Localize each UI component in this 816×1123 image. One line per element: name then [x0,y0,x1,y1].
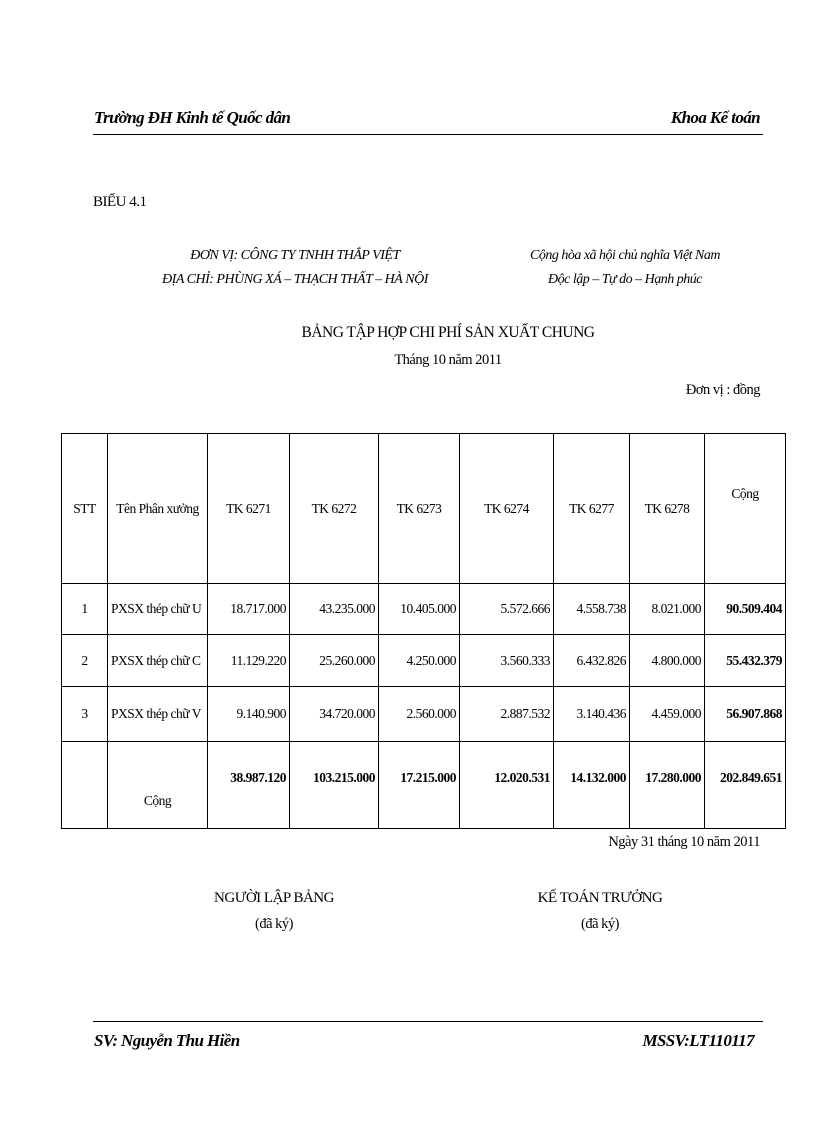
student-id: MSSV:LT110117 [642,1031,754,1050]
row-value: 2.560.000 [379,687,460,742]
row-workshop-name: PXSX thép chữ V [108,687,208,742]
total-value: 12.020.531 [460,742,554,829]
row-value: 34.720.000 [290,687,379,742]
row-stt: 3 [62,687,108,742]
row-value: 8.021.000 [630,584,705,635]
school-name: Trường ĐH Kinh tế Quốc dân [94,108,291,127]
document-label: BIỂU 4.1 [93,194,147,210]
column-header: STT [62,434,108,584]
row-value: 5.572.666 [460,584,554,635]
column-header: TK 6278 [630,434,705,584]
total-value: 17.215.000 [379,742,460,829]
column-header: TK 6272 [290,434,379,584]
currency-unit: Đơn vị : đồng [685,382,760,398]
signing-date: Ngày 31 tháng 10 năm 2011 [608,834,760,850]
report-title: BẢNG TẬP HỢP CHI PHÍ SẢN XUẤT CHUNG [301,324,595,341]
column-header: TK 6274 [460,434,554,584]
row-value: 4.250.000 [379,635,460,687]
table-row [62,635,786,687]
total-value: 14.132.000 [554,742,630,829]
unit-name: ĐƠN VỊ: CÔNG TY TNHH THẮP VIỆT [190,248,400,263]
row-value: 10.405.000 [379,584,460,635]
row-workshop-name: PXSX thép chữ C [108,635,208,687]
column-header: Cộng [705,434,786,584]
column-header: Tên Phân xưởng [108,434,208,584]
row-value: 18.717.000 [208,584,290,635]
row-value: 2.887.532 [460,687,554,742]
row-value: 4.558.738 [554,584,630,635]
row-value: 43.235.000 [290,584,379,635]
column-header: TK 6271 [208,434,290,584]
grand-total: 202.849.651 [705,742,786,829]
student-name: SV: Nguyễn Thu Hiền [94,1031,240,1050]
table-row [62,687,786,742]
row-total: 55.432.379 [705,635,786,687]
chief-accountant-title: KẾ TOÁN TRƯỞNG [537,890,663,906]
chief-accountant-signed-note: (đã ký) [581,916,619,932]
cost-table [61,433,786,829]
row-workshop-name: PXSX thép chữ U [108,584,208,635]
header-rule [93,134,763,135]
table-row [62,584,786,635]
row-value: 3.140.436 [554,687,630,742]
total-value: 38.987.120 [208,742,290,829]
country-name: Cộng hòa xã hội chủ nghĩa Việt Nam [530,248,720,263]
table-total-row [62,742,786,829]
row-value: 4.459.000 [630,687,705,742]
column-header: TK 6277 [554,434,630,584]
department-name: Khoa Kế toán [670,108,760,127]
row-value: 3.560.333 [460,635,554,687]
preparer-title: NGƯỜI LẬP BẢNG [214,890,334,906]
row-value: 25.260.000 [290,635,379,687]
row-value: 6.432.826 [554,635,630,687]
total-stt-empty [62,742,108,829]
table-header-row [62,434,786,584]
footer-rule [93,1021,763,1022]
total-label: Cộng [108,742,208,829]
row-total: 56.907.868 [705,687,786,742]
row-value: 11.129.220 [208,635,290,687]
row-stt: 2 [62,635,108,687]
row-value: 4.800.000 [630,635,705,687]
total-value: 103.215.000 [290,742,379,829]
row-stt: 1 [62,584,108,635]
national-motto: Độc lập – Tự do – Hạnh phúc [548,272,702,287]
row-total: 90.509.404 [705,584,786,635]
row-value: 9.140.900 [208,687,290,742]
unit-address: ĐỊA CHỈ: PHÙNG XÁ – THẠCH THẤT – HÀ NỘI [162,272,428,287]
preparer-signed-note: (đã ký) [255,916,293,932]
report-period: Tháng 10 năm 2011 [394,352,502,368]
column-header: TK 6273 [379,434,460,584]
total-value: 17.280.000 [630,742,705,829]
